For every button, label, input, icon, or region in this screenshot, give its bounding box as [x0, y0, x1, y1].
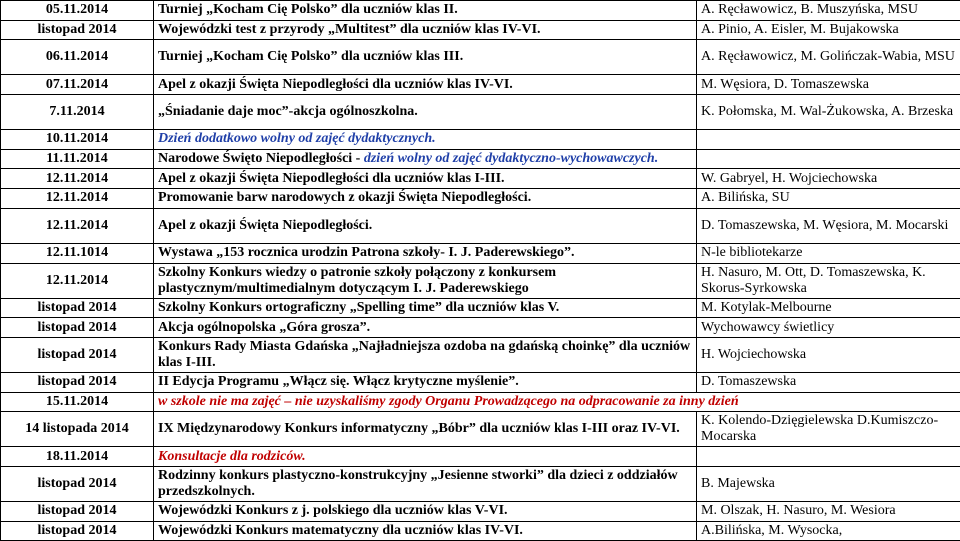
- table-row: [1, 208, 960, 243]
- responsible-cell: N-le bibliotekarze: [697, 243, 960, 263]
- responsible-cell: A. Bilińska, SU: [697, 189, 960, 209]
- event-cell: IX Międzynarodowy Konkurs informatyczny „Bóbr” dla uczniów klas I-III oraz IV-VI.: [154, 412, 697, 447]
- responsible-cell: A. Ręcławowicz, M. Golińczak-Wabia, MSU: [697, 40, 960, 75]
- date-cell: listopad 2014: [1, 372, 154, 392]
- date-cell: listopad 2014: [1, 20, 154, 40]
- responsible-cell: B. Majewska: [697, 466, 960, 501]
- responsible-cell: A. Pinio, A. Eisler, M. Bujakowska: [697, 20, 960, 40]
- event-cell: Turniej „Kocham Cię Polsko” dla uczniów klas II.: [154, 1, 697, 21]
- date-cell: 7.11.2014: [1, 95, 154, 130]
- responsible-cell: Wychowawcy świetlicy: [697, 318, 960, 338]
- responsible-cell: D. Tomaszewska, M. Węsiora, M. Mocarski: [697, 208, 960, 243]
- responsible-cell: K. Kolendo-Dzięgielewska D.Kumiszczo-Mocarska: [697, 412, 960, 447]
- date-cell: 07.11.2014: [1, 75, 154, 95]
- responsible-cell: [697, 149, 960, 169]
- responsible-cell: A.Bilińska, M. Wysocka,: [697, 521, 960, 541]
- date-cell: 18.11.2014: [1, 447, 154, 467]
- event-cell: Wystawa „153 rocznica urodzin Patrona szkoły- I. J. Paderewskiego”.: [154, 243, 697, 263]
- table-row: [1, 75, 960, 95]
- event-cell: Dzień dodatkowo wolny od zajęć dydaktycznych.: [154, 130, 697, 150]
- table-row: [1, 521, 960, 541]
- table-row: [1, 189, 960, 209]
- table-row: [1, 1, 960, 21]
- date-cell: 14 listopada 2014: [1, 412, 154, 447]
- table-row: [1, 447, 960, 467]
- event-cell: Szkolny Konkurs ortograficzny „Spelling time” dla uczniów klas V.: [154, 298, 697, 318]
- event-cell: Rodzinny konkurs plastyczno-konstrukcyjny „Jesienne stworki” dla dzieci z oddziałów przedszkolnych.: [154, 466, 697, 501]
- event-cell: Promowanie barw narodowych z okazji Święta Niepodległości.: [154, 189, 697, 209]
- date-cell: 12.11.2014: [1, 169, 154, 189]
- event-cell: „Śniadanie daje moc”-akcja ogólnoszkolna.: [154, 95, 697, 130]
- table-row: [1, 372, 960, 392]
- table-row: [1, 337, 960, 372]
- table-row: [1, 40, 960, 75]
- responsible-cell: W. Gabryel, H. Wojciechowska: [697, 169, 960, 189]
- date-cell: 15.11.2014: [1, 392, 154, 412]
- event-cell: Apel z okazji Święta Niepodległości.: [154, 208, 697, 243]
- event-text: Narodowe Święto Niepodległości -: [158, 151, 364, 167]
- responsible-cell: A. Ręcławowicz, B. Muszyńska, MSU: [697, 1, 960, 21]
- table-row: [1, 501, 960, 521]
- date-cell: listopad 2014: [1, 521, 154, 541]
- table-row: [1, 130, 960, 150]
- table-row: [1, 149, 960, 169]
- responsible-cell: [697, 130, 960, 150]
- date-cell: 11.11.2014: [1, 149, 154, 169]
- date-cell: 12.11.1014: [1, 243, 154, 263]
- date-cell: 12.11.2014: [1, 208, 154, 243]
- date-cell: 06.11.2014: [1, 40, 154, 75]
- responsible-cell: D. Tomaszewska: [697, 372, 960, 392]
- table-row: [1, 169, 960, 189]
- event-cell: Apel z okazji Święta Niepodległości dla uczniów klas I-III.: [154, 169, 697, 189]
- table-row: [1, 263, 960, 298]
- responsible-cell: M. Węsiora, D. Tomaszewska: [697, 75, 960, 95]
- event-cell: Akcja ogólnopolska „Góra grosza”.: [154, 318, 697, 338]
- date-cell: 12.11.2014: [1, 263, 154, 298]
- responsible-cell: M. Olszak, H. Nasuro, M. Wesiora: [697, 501, 960, 521]
- event-cell: [154, 149, 697, 169]
- date-cell: 12.11.2014: [1, 189, 154, 209]
- event-cell: Apel z okazji Święta Niepodległości dla uczniów klas IV-VI.: [154, 75, 697, 95]
- event-note: dzień wolny od zajęć dydaktyczno-wychowawczych.: [363, 151, 659, 167]
- responsible-cell: M. Kotylak-Melbourne: [697, 298, 960, 318]
- event-cell: Konkurs Rady Miasta Gdańska „Najładniejsza ozdoba na gdańską choinkę” dla uczniów klas I-III.: [154, 337, 697, 372]
- event-cell: II Edycja Programu „Włącz się. Włącz krytyczne myślenie”.: [154, 372, 697, 392]
- responsible-cell: K. Połomska, M. Wal-Żukowska, A. Brzeska: [697, 95, 960, 130]
- event-cell: Wojewódzki Konkurs matematyczny dla uczniów klas IV-VI.: [154, 521, 697, 541]
- table-row: [1, 318, 960, 338]
- date-cell: listopad 2014: [1, 466, 154, 501]
- date-cell: listopad 2014: [1, 337, 154, 372]
- table-row: [1, 243, 960, 263]
- table-row: [1, 20, 960, 40]
- date-cell: 10.11.2014: [1, 130, 154, 150]
- event-cell: Wojewódzki test z przyrody „Multitest” dla uczniów klas IV-VI.: [154, 20, 697, 40]
- date-cell: listopad 2014: [1, 298, 154, 318]
- responsible-cell: [697, 447, 960, 467]
- responsible-cell: H. Wojciechowska: [697, 337, 960, 372]
- table-row: [1, 466, 960, 501]
- event-cell: Wojewódzki Konkurs z j. polskiego dla uczniów klas V-VI.: [154, 501, 697, 521]
- event-cell: Turniej „Kocham Cię Polsko” dla uczniów klas III.: [154, 40, 697, 75]
- table-row: [1, 392, 960, 412]
- table-row: [1, 95, 960, 130]
- table-row: [1, 298, 960, 318]
- event-cell: Szkolny Konkurs wiedzy o patronie szkoły połączony z konkursem plastycznym/multimedialnym dotyczącym I. J. Paderewskiego: [154, 263, 697, 298]
- date-cell: listopad 2014: [1, 318, 154, 338]
- responsible-cell: H. Nasuro, M. Ott, D. Tomaszewska, K. Skorus-Syrkowska: [697, 263, 960, 298]
- event-cell: w szkole nie ma zajęć – nie uzyskaliśmy zgody Organu Prowadzącego na odpracowanie za inny dzień: [154, 392, 960, 412]
- date-cell: listopad 2014: [1, 501, 154, 521]
- table-row: [1, 412, 960, 447]
- date-cell: 05.11.2014: [1, 1, 154, 21]
- event-cell: Konsultacje dla rodziców.: [154, 447, 697, 467]
